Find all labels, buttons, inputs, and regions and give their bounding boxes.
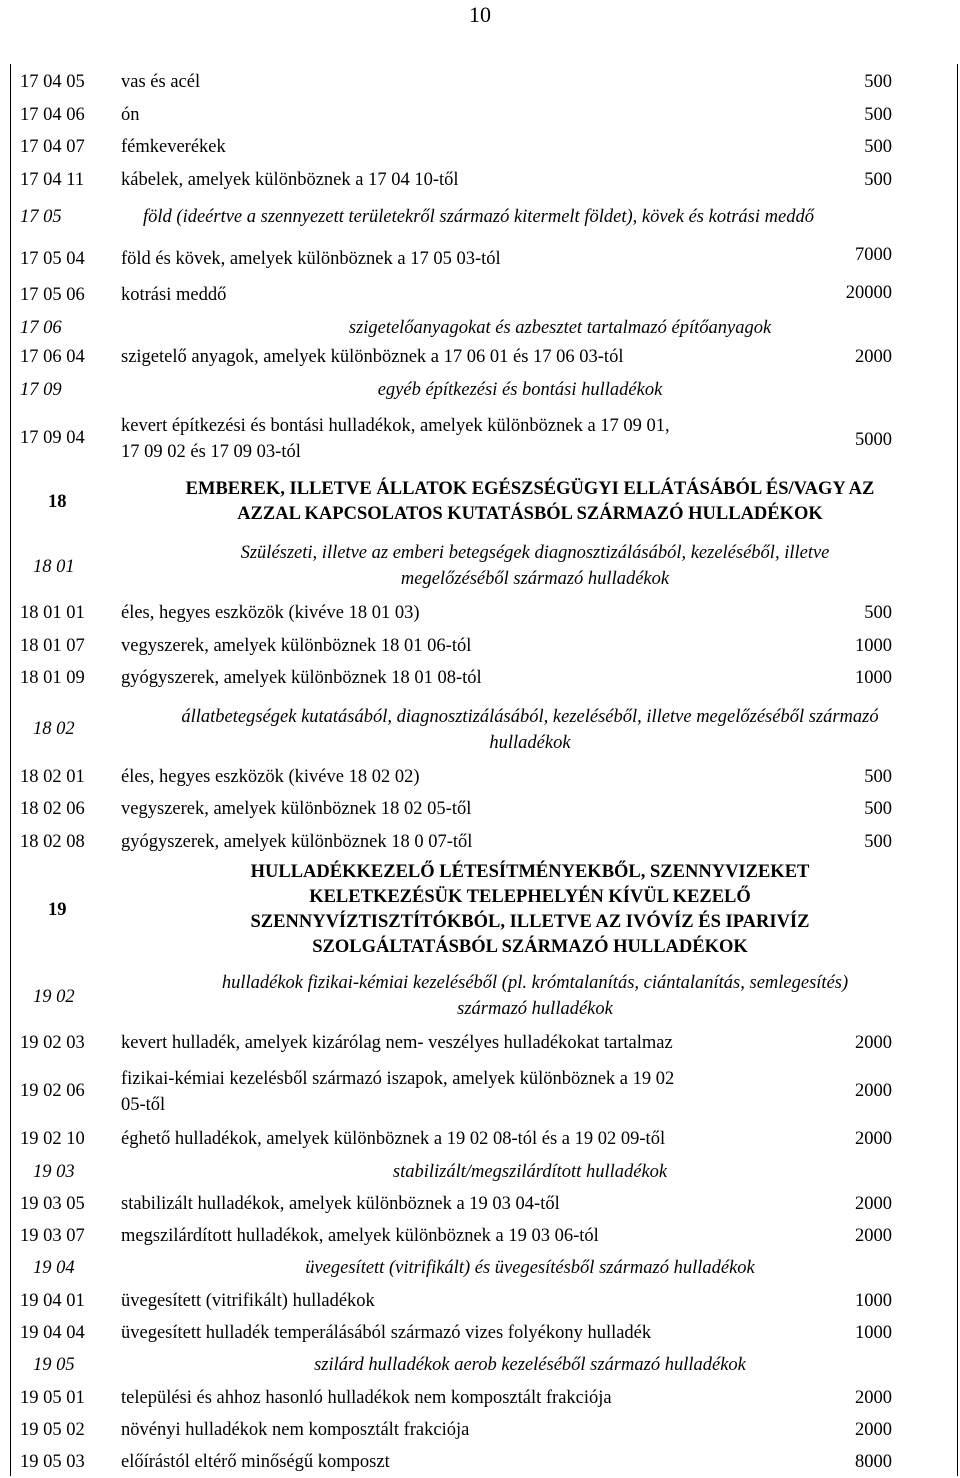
waste-amount: 7000 [855,245,892,265]
waste-code: 18 01 01 [20,603,85,623]
waste-amount: 2000 [855,1388,892,1408]
waste-amount: 2000 [855,1194,892,1214]
table-row-chapter [0,477,960,527]
subgroup-title-line1: Szülészeti, illetve az emberi betegségek diagnosztizálásából, kezeléséből, illetve [240,543,830,563]
waste-code: 19 [48,900,67,920]
chapter-title-line1: EMBEREK, ILLETVE ÁLLATOK EGÉSZSÉGÜGYI ELLÁTÁSÁBÓL ÉS/VAGY AZ [185,479,875,499]
waste-amount: 2000 [855,347,892,367]
waste-description: szigetelő anyagok, amelyek különböznek a 17 06 01 és 17 06 03-tól [121,347,624,367]
waste-code: 17 09 [20,380,62,400]
waste-description: települési és ahhoz hasonló hulladékok nem komposztált frakciója [121,1388,612,1408]
waste-description: gyógyszerek, amelyek különböznek 18 01 08-tól [121,668,482,688]
subgroup-title-line1: hulladékok fizikai-kémiai kezeléséből (pl. krómtalanítás, ciántalanítás, semlegesítés) [221,973,849,993]
waste-description: kábelek, amelyek különböznek a 17 04 10-től [121,170,459,190]
waste-description: éles, hegyes eszközök (kivéve 18 02 02) [121,767,420,787]
waste-code: 17 09 04 [20,428,85,448]
waste-description-line1: kevert építkezési és bontási hulladékok, amelyek különböznek a 17 09 01, [121,416,670,436]
waste-amount: 2000 [855,1081,892,1101]
chapter-title-line3: SZENNYVÍZTISZTÍTÓKBÓL, ILLETVE AZ IVÓVÍZ ÉS IPARIVÍZ [250,912,810,932]
waste-code: 19 05 01 [20,1388,85,1408]
waste-description: üvegesített hulladék temperálásából származó vizes folyékony hulladék [121,1323,652,1343]
subgroup-title-line2: származó hulladékok [457,999,613,1019]
waste-code: 18 02 08 [20,832,85,852]
waste-code: 17 05 04 [20,249,85,269]
waste-code: 18 02 [33,719,75,739]
waste-amount: 20000 [845,283,892,303]
waste-description: kevert hulladék, amelyek kizárólag nem- veszélyes hulladékokat tartalmaz [121,1033,673,1053]
waste-amount: 2000 [855,1129,892,1149]
waste-code: 18 01 [33,557,75,577]
waste-code: 19 05 02 [20,1420,85,1440]
waste-code: 19 05 03 [20,1452,85,1472]
waste-amount: 500 [864,799,892,819]
waste-description: föld és kövek, amelyek különböznek a 17 05 03-tól [121,249,501,269]
waste-code: 18 [48,492,67,512]
waste-description: előírástól eltérő minőségű komposzt [121,1452,390,1472]
waste-code: 19 02 [33,987,75,1007]
waste-description: növényi hulladékok nem komposztált frakciója [121,1420,470,1440]
waste-amount: 500 [864,832,892,852]
waste-amount: 1000 [855,636,892,656]
waste-amount: 5000 [855,430,892,450]
table-row [0,1067,960,1117]
waste-code: 19 03 07 [20,1226,85,1246]
waste-code: 19 02 10 [20,1129,85,1149]
table-row-subgroup [0,705,960,755]
table-row-chapter [0,860,960,960]
waste-description: fémkeverékek [121,137,226,157]
waste-amount: 2000 [855,1420,892,1440]
waste-code: 17 06 04 [20,347,85,367]
waste-amount: 500 [864,767,892,787]
chapter-title-line1: HULLADÉKKEZELŐ LÉTESÍTMÉNYEKBŐL, SZENNYVIZEKET [250,862,810,882]
table-row [0,414,960,464]
subgroup-title-line2: hulladékok [489,733,571,753]
waste-code: 18 02 06 [20,799,85,819]
waste-amount: 2000 [855,1226,892,1246]
waste-amount: 1000 [855,1323,892,1343]
waste-amount: 500 [864,170,892,190]
waste-description-line2: 17 09 02 és 17 09 03-tól [121,442,301,462]
waste-amount: 1000 [855,1291,892,1311]
waste-code: 18 01 09 [20,668,85,688]
page-number: 10 [469,2,491,27]
waste-description: vegyszerek, amelyek különböznek 18 01 06-tól [121,636,472,656]
waste-description: stabilizált hulladékok, amelyek különböznek a 19 03 04-től [121,1194,560,1214]
subgroup-title-line1: állatbetegségek kutatásából, diagnosztizálásából, kezeléséből, illetve megelőzéséből származó [181,707,879,727]
waste-amount: 2000 [855,1033,892,1053]
waste-code: 17 05 06 [20,285,85,305]
waste-amount: 500 [864,603,892,623]
waste-code: 17 04 06 [20,105,85,125]
waste-code: 19 04 [33,1258,75,1278]
waste-description: üvegesített (vitrifikált) hulladékok [121,1291,375,1311]
waste-description: gyógyszerek, amelyek különböznek 18 0 07-től [121,832,473,852]
waste-code: 18 01 07 [20,636,85,656]
waste-amount: 8000 [855,1452,892,1472]
waste-description: föld (ideértve a szennyezett területekről származó kitermelt földet), kövek és kotrási meddő [143,207,814,227]
waste-description: vegyszerek, amelyek különböznek 18 02 05-től [121,799,472,819]
waste-code: 19 02 06 [20,1081,85,1101]
waste-code: 17 06 [20,318,62,338]
waste-code: 17 04 11 [20,170,85,190]
waste-amount: 1000 [855,668,892,688]
subgroup-title-line2: megelőzéséből származó hulladékok [400,569,670,589]
chapter-title-line2: AZZAL KAPCSOLATOS KUTATÁSBÓL SZÁRMAZÓ HULLADÉKOK [237,504,823,524]
waste-description: éghető hulladékok, amelyek különböznek a 19 02 08-tól és a 19 02 09-től [121,1129,666,1149]
table-row-subgroup [0,541,960,591]
waste-description: egyéb építkezési és bontási hulladékok [377,380,663,400]
waste-code: 17 04 05 [20,72,85,92]
waste-code: 19 03 05 [20,1194,85,1214]
waste-description: éles, hegyes eszközök (kivéve 18 01 03) [121,603,420,623]
waste-description: stabilizált/megszilárdított hulladékok [392,1162,668,1182]
waste-code: 19 04 01 [20,1291,85,1311]
waste-code: 17 05 [20,207,62,227]
waste-code: 18 02 01 [20,767,85,787]
waste-description: kotrási meddő [121,285,227,305]
waste-amount: 500 [864,105,892,125]
waste-description-line2: 05-től [121,1095,166,1115]
chapter-title-line2: KELETKEZÉSÜK TELEPHELYÉN KÍVÜL KEZELŐ [309,887,751,907]
waste-description: megszilárdított hulladékok, amelyek különböznek a 19 03 06-tól [121,1226,599,1246]
waste-description-line1: fizikai-kémiai kezelésből származó iszapok, amelyek különböznek a 19 02 [121,1069,675,1089]
waste-amount: 500 [864,137,892,157]
waste-code: 19 02 03 [20,1033,85,1053]
waste-description: üvegesített (vitrifikált) és üvegesítésből származó hulladékok [305,1258,755,1278]
waste-code: 19 04 04 [20,1323,85,1343]
waste-description: ón [121,105,140,125]
waste-amount: 500 [864,72,892,92]
waste-code: 19 05 [33,1355,75,1375]
waste-description: szigetelőanyagokat és azbesztet tartalmazó építőanyagok [348,318,772,338]
waste-description: szilárd hulladékok aerob kezeléséből származó hulladékok [314,1355,746,1375]
waste-code: 19 03 [33,1162,75,1182]
chapter-title-line4: SZOLGÁLTATÁSBÓL SZÁRMAZÓ HULLADÉKOK [312,937,748,957]
table-row-subgroup [0,971,960,1021]
waste-description: vas és acél [121,72,201,92]
waste-code: 17 04 07 [20,137,85,157]
